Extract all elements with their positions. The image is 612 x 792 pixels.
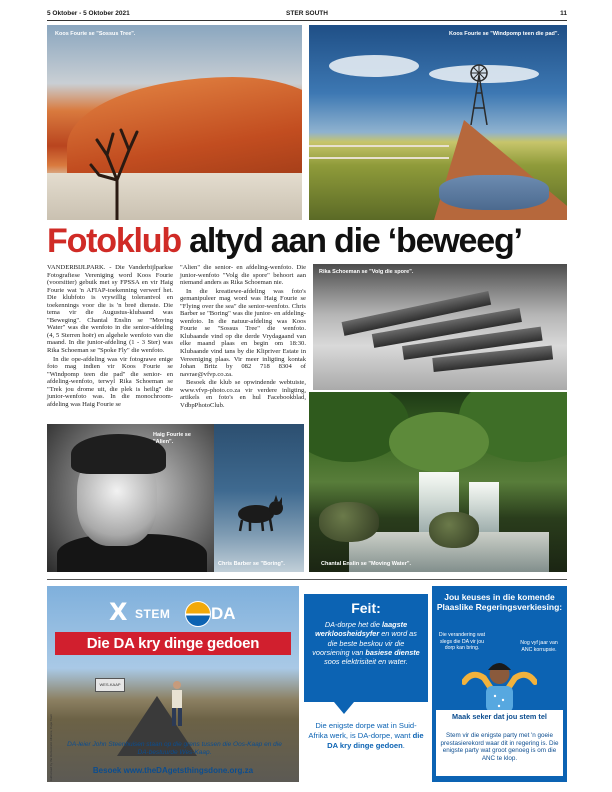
thinking-person-icon — [462, 652, 537, 712]
provincial-sign — [95, 678, 125, 692]
foliage — [389, 412, 489, 472]
keuses-callout-body: Stem vir die enigste party met 'n goeie prestasierekord waar dit in regering is. Die enigste party wat groot genoeg is om die ANC te klop. — [440, 732, 559, 762]
paragraph: In die ope-afdeling was vir fotograwe enige foto mag indien vir Koos Fourie se "Windpomp teen die pad" die senior- en afdeling-wenfoto, terwyl Rika Schoeman se "Trek jou drome uit, die plek is heilig" die junior-wenfoto was. In die monochroom-afdeling was Haig Fourie se — [47, 355, 173, 408]
sign-text: WES-KAAP — [99, 682, 121, 687]
photo-windpump — [309, 25, 567, 220]
da-logo — [109, 598, 239, 626]
person-icon — [169, 680, 185, 728]
mossy-rock — [319, 502, 379, 542]
photo-volg-die-spore — [313, 264, 567, 390]
windpump-icon — [459, 63, 499, 125]
keuses-right-text: Nog vyf jaar van ANC korrupsie. — [520, 640, 558, 653]
feit-title: Feit: — [351, 600, 381, 616]
photo-boring — [214, 424, 304, 572]
photo-caption: Rika Schoeman se "Volg die spore". — [319, 269, 414, 275]
folio-rule — [47, 20, 567, 21]
ad-small-print: Authorised by the Democratic Alliance, Cape Town — [49, 714, 53, 782]
section-rule — [47, 579, 567, 580]
dead-tree-icon — [89, 120, 144, 220]
headline-red: Fotoklub — [47, 222, 181, 260]
article-column-1 — [47, 264, 173, 409]
feit-bottom-part: . — [402, 741, 405, 750]
feit-bottom-bold: die DA kry dinge gedoen — [327, 731, 424, 750]
paragraph: Besoek die klub se opwindende webtuiste, www.vfvp-photo.co.za vir verdere inligting, artikels en foto's en hul Facebookblad, VdbpPhotoClub. — [180, 379, 306, 409]
photo-caption: Koos Fourie se "Windpomp teen die pad". — [449, 31, 559, 37]
feit-text-bold: basiese dienste — [365, 647, 420, 657]
feit-text-part: DA-dorpe het die — [324, 620, 383, 629]
paragraph: In die kreatiewe-afdeling was foto's gemanipuleer mag word was Haig Fourie se "Flying over the sea" die senior-wenfoto. Chris Barber se "Boring" was die junior- en afdeling-wenfoto. In die natuur-afdeling was Koos Fourie se "Sossus Tree" die wenfoto. Klubaande vind op die derde Vrydagaand van elke maand plaas en begin om 18:30. Klubaande vind tans by die Klipriver Estate in Vereeniging plaas. Vir meer inligting kontak Johan Britz by 082 718 8304 of navrae@vfvp.co.za. — [180, 287, 306, 378]
keuses-panel — [432, 586, 567, 782]
paragraph: "Alien" die senior- en afdeling-wenfoto. Die junior-wenfoto "Volg die spore" behoort aan niemand anders as Rika Schoeman nie. — [180, 264, 306, 287]
ad-banner-text: Die DA kry dinge gedoen — [86, 635, 260, 652]
puddle — [439, 175, 549, 210]
mossy-rock — [429, 512, 479, 548]
ad-banner — [55, 632, 291, 655]
logo-da: DA — [211, 604, 236, 623]
photo-caption: Koos Fourie se "Sossus Tree". — [55, 31, 136, 37]
lynx-icon — [230, 494, 288, 532]
feit-text — [312, 620, 420, 666]
logo-stem: STEM — [135, 607, 171, 621]
da-sun-icon — [185, 601, 211, 627]
feit-text-bold: laagste werkloosheidsyfer — [315, 620, 408, 639]
portrait-hair — [71, 434, 166, 474]
article-column-2 — [180, 264, 306, 410]
paragraph: VANDERBIJLPARK. - Die Vanderbijlparkse Fotografiese Vereniging word Koos Fourie (voorsitter) gebuik met sy FPSSA en vir Haig Fourie wat 'n AFIAP-toekenning verwerf het. Die klubfoto is vrywillig tolerantvol en toekennings voor die is 'n breë dienste. Die tema vir die Augustus-klubaand was "Beweging". Chantal Enslin se "Moving Water" was die wenfoto in die senior-afdeling (4, 5 Sterren hoër) en algehele wenfoto van die maand. In die junior-afdeling (1 - 3 Ster) was Rika Schoeman se "Spoke Fly" die wenfoto. — [47, 264, 173, 355]
photo-caption: Chris Barber se "Boring". — [218, 561, 285, 567]
feit-bottom-text — [308, 721, 424, 751]
article-headline — [47, 222, 567, 262]
paper-name: STER SOUTH — [286, 10, 328, 17]
feit-bottom-part: Die enigste dorpe wat in Suid-Afrika werk, is DA-dorpe, want — [308, 721, 417, 740]
vote-x-icon: X — [109, 598, 128, 626]
headline-black: altyd aan die ‘beweeg’ — [189, 222, 522, 260]
ad-caption: DA-leier John Steenhuisen staan op die grens tussen die Oos-Kaap en die DA-bestuurde Wes-Kaap. — [67, 741, 282, 756]
feit-panel — [304, 586, 428, 782]
feit-speech-box — [304, 594, 428, 702]
feit-text-part: en word as die beste beskou vir die voorsiening van — [312, 629, 417, 657]
issue-date: 5 Oktober - 5 Oktober 2021 — [47, 10, 130, 17]
cloud — [329, 55, 419, 77]
photo-caption: Chantal Enslin se "Moving Water". — [321, 561, 411, 567]
photo-sossus-tree — [47, 25, 302, 220]
photo-alien — [47, 424, 214, 572]
feit-text-part: soos elektrisiteit en water. — [324, 657, 408, 667]
keuses-callout-box — [436, 710, 563, 776]
ad-url-link[interactable]: Besoek www.theDAgetsthingsdone.org.za — [92, 766, 254, 775]
page-number: 11 — [560, 10, 567, 17]
salt-pan — [47, 173, 302, 220]
fence — [309, 145, 449, 147]
keuses-callout-title: Maak seker dat jou stem tel — [452, 712, 547, 721]
photo-caption: Haig Fourie se "Alien". — [153, 432, 191, 445]
fence — [309, 157, 449, 159]
photo-moving-water — [309, 392, 567, 572]
keuses-title: Jou keuses in die komende Plaaslike Regeringsverkiesing: — [436, 592, 563, 612]
speech-tail — [334, 702, 354, 714]
keuses-left-text: Die verandering wat slegs die DA vir jou dorp kan bring. — [438, 632, 486, 652]
da-advertisement — [47, 586, 299, 782]
